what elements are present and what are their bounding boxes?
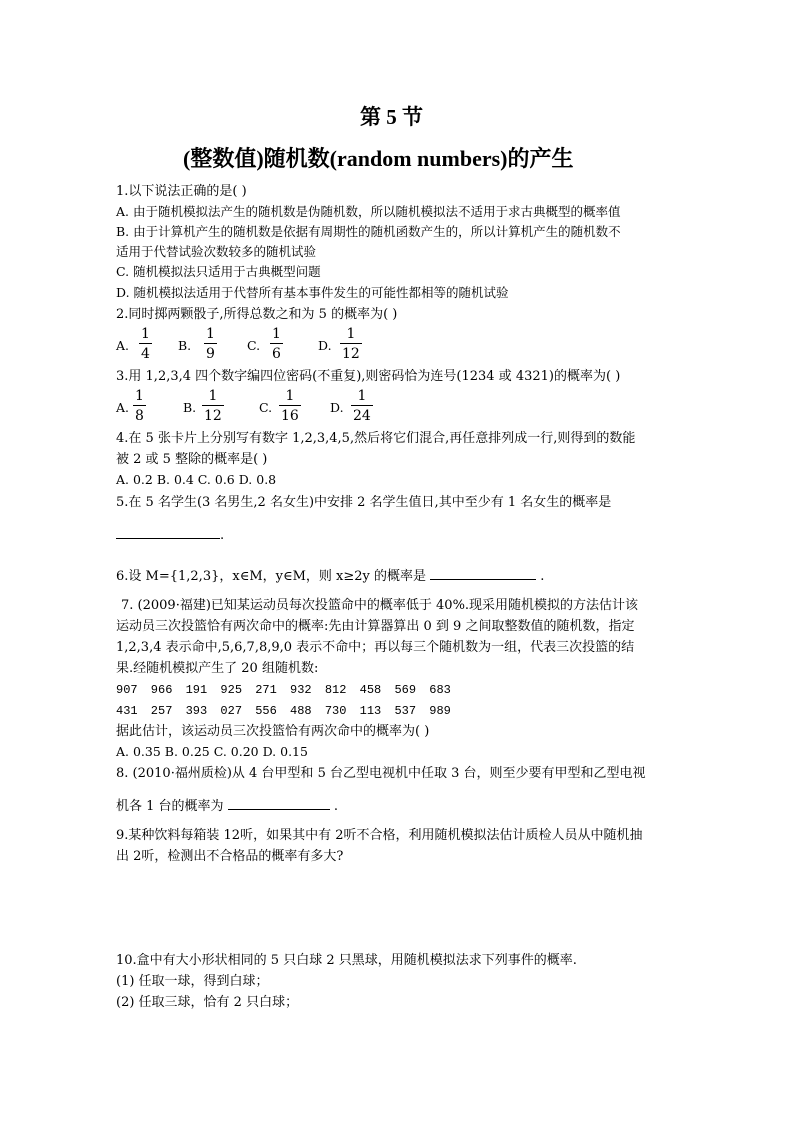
fraction-denominator: 12 <box>204 408 222 424</box>
question-10-part-2: (2) 任取三球，恰有 2 只白球； <box>116 995 299 1010</box>
fraction-bar <box>204 343 217 344</box>
question-1-option-d: D. 随机模拟法适用于代替所有基本事件发生的可能性都相等的随机试验 <box>116 285 509 300</box>
question-2-option-a-label: A. <box>116 338 130 353</box>
question-7-options: A. 0.35 B. 0.25 C. 0.20 D. 0.15 <box>116 744 308 759</box>
question-8-line-1: 8. (2010·福州质检)从 4 台甲型和 5 台乙型电视机中任取 3 台，则至少要有甲型和乙型电视 <box>116 766 646 781</box>
question-6-tail: . <box>540 569 545 584</box>
fraction-bar <box>270 343 283 344</box>
question-7-line-2: 运动员三次投篮恰有两次命中的概率:先由计算器算出 0 到 9 之间取整数值的随机数，指定 <box>116 619 635 634</box>
fraction-denominator: 4 <box>141 346 150 362</box>
question-2-option-c-label: C. <box>247 338 261 353</box>
fraction-bar <box>351 405 373 406</box>
question-8-line-2 <box>116 797 338 813</box>
random-numbers-row-1: 907 966 191 925 271 932 812 458 569 683 <box>116 683 451 697</box>
question-1-option-b-line2: 适用于代替试验次数较多的随机试验 <box>116 244 317 259</box>
question-7-line-1: 7. (2009·福建)已知某运动员每次投篮命中的概率低于 40%.现采用随机模拟的方法估计该 <box>121 598 639 613</box>
question-6-line <box>116 567 544 583</box>
answer-blank <box>228 797 330 810</box>
question-3-option-c-fraction <box>279 389 301 423</box>
question-6-stem: 6.设 M={1,2,3}，x∈M，y∈M，则 x≥2y 的概率是 <box>116 569 427 584</box>
fraction-denominator: 8 <box>135 408 144 424</box>
question-1-option-b-line1: B. 由于计算机产生的随机数是依据有周期性的随机函数产生的，所以计算机产生的随机数不 <box>116 224 621 239</box>
question-3-option-d-fraction <box>351 389 373 423</box>
fraction-bar <box>139 343 152 344</box>
question-4-line-2: 被 2 或 5 整除的概率是( ) <box>116 452 268 467</box>
question-7-line-3: 1,2,3,4 表示命中,5,6,7,8,9,0 表示不命中；再以每三个随机数为一组，代表三次投篮的结 <box>116 640 635 655</box>
fraction-numerator: 1 <box>272 326 281 342</box>
question-1-option-a: A. 由于随机模拟法产生的随机数是伪随机数，所以随机模拟法不适用于求古典概型的概率值 <box>116 204 621 219</box>
fraction-denominator: 16 <box>281 408 299 424</box>
random-numbers-row-2: 431 257 393 027 556 488 730 113 537 989 <box>116 704 451 718</box>
question-9-line-1: 9.某种饮料每箱装 12听，如果其中有 2听不合格，利用随机模拟法估计质检人员从中随机抽 <box>116 828 643 843</box>
section-heading: 第 5 节 <box>360 105 423 129</box>
answer-blank <box>430 567 536 580</box>
fraction-denominator: 24 <box>353 408 371 424</box>
fraction-numerator: 1 <box>135 388 144 404</box>
question-2-option-a-fraction <box>139 327 152 361</box>
question-9-line-2: 出 2听，检测出不合格品的概率有多大? <box>116 849 344 864</box>
fraction-numerator: 1 <box>285 388 295 404</box>
fraction-bar <box>340 343 362 344</box>
question-1-stem: 1.以下说法正确的是( ) <box>116 184 247 199</box>
question-3-stem: 3.用 1,2,3,4 四个数字编四位密码(不重复),则密码恰为连号(1234 或 4321)的概率为( ) <box>116 369 621 384</box>
question-3-option-c-label: C. <box>259 400 273 415</box>
question-3-option-d-label: D. <box>330 400 344 415</box>
question-2-option-c-fraction <box>270 327 283 361</box>
fraction-denominator: 12 <box>342 346 360 362</box>
question-8-tail: . <box>333 799 338 814</box>
fraction-numerator: 1 <box>141 326 150 342</box>
question-3-option-a-fraction <box>133 389 146 423</box>
question-10-part-1: (1) 任取一球，得到白球； <box>116 974 269 989</box>
question-7-line-5: 据此估计，该运动员三次投篮恰有两次命中的概率为( ) <box>116 724 430 739</box>
question-5-tail: . <box>220 528 225 543</box>
question-3-option-b-label: B. <box>183 400 197 415</box>
question-7-line-4: 果.经随机模拟产生了 20 组随机数: <box>116 661 319 676</box>
question-2-stem: 2.同时掷两颗骰子,所得总数之和为 5 的概率为( ) <box>116 307 398 322</box>
question-2-option-b-fraction <box>204 327 217 361</box>
question-3-option-b-fraction <box>202 389 224 423</box>
fraction-numerator: 1 <box>206 326 215 342</box>
fraction-denominator: 9 <box>206 346 215 362</box>
fraction-bar <box>202 405 224 406</box>
question-2-option-b-label: B. <box>178 338 192 353</box>
question-4-options: A. 0.2 B. 0.4 C. 0.6 D. 0.8 <box>116 472 277 487</box>
question-5-answer-line <box>116 526 224 542</box>
question-5-stem: 5.在 5 名学生(3 名男生,2 名女生)中安排 2 名学生值日,其中至少有 1 名女生的概率是 <box>116 495 612 510</box>
answer-blank <box>116 526 220 539</box>
fraction-bar <box>279 405 301 406</box>
question-10-line-1: 10.盒中有大小形状相同的 5 只白球 2 只黑球，用随机模拟法求下列事件的概率. <box>116 953 577 968</box>
question-4-line-1: 4.在 5 张卡片上分别写有数字 1,2,3,4,5,然后将它们混合,再任意排列成一行,则得到的数能 <box>116 431 636 446</box>
fraction-denominator: 6 <box>272 346 281 362</box>
question-3-option-a-label: A. <box>116 400 130 415</box>
fraction-numerator: 1 <box>346 326 356 342</box>
question-1-option-c: C. 随机模拟法只适用于古典概型问题 <box>116 264 321 279</box>
page-title: (整数值)随机数(random numbers)的产生 <box>183 146 574 171</box>
fraction-bar <box>133 405 146 406</box>
question-2-option-d-label: D. <box>318 338 332 353</box>
fraction-numerator: 1 <box>357 388 367 404</box>
question-2-option-d-fraction <box>340 327 362 361</box>
fraction-numerator: 1 <box>208 388 218 404</box>
question-8-line-2-text: 机各 1 台的概率为 <box>116 799 224 814</box>
